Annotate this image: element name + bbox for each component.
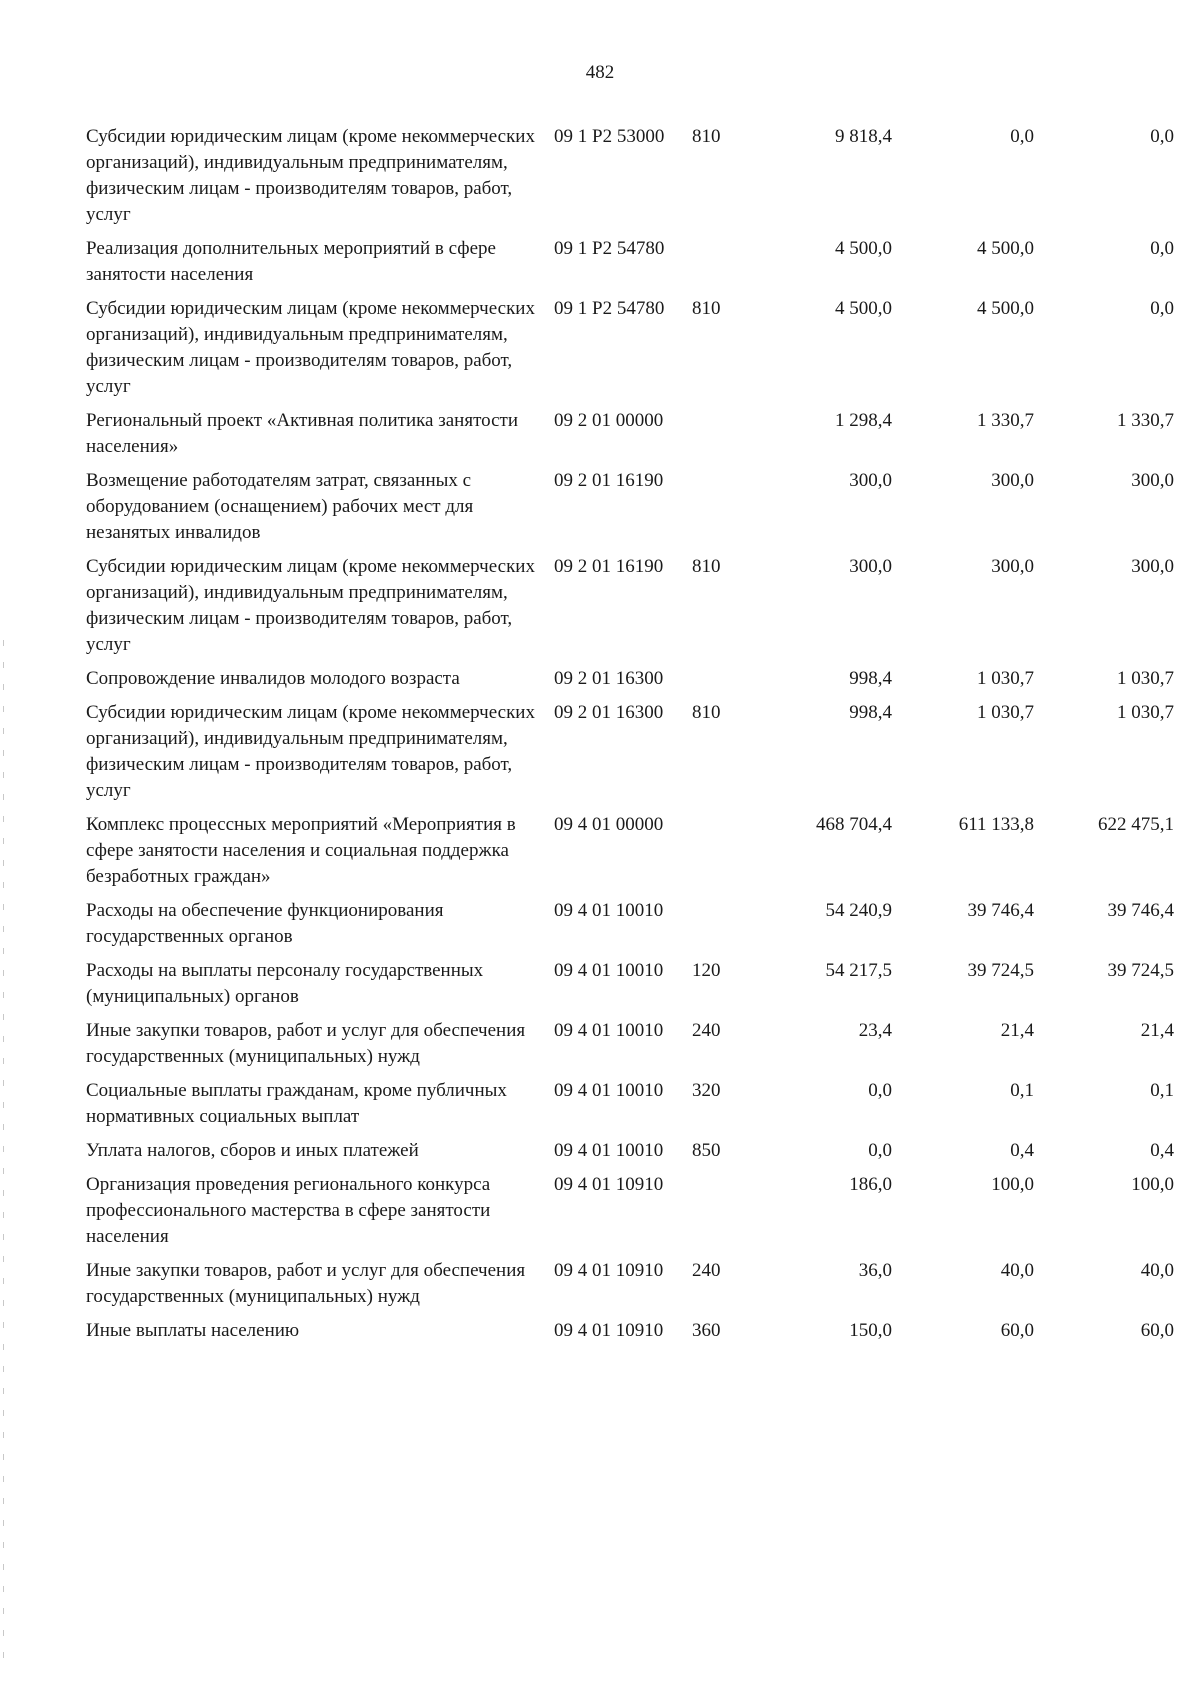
row-amount-year3: 39 746,4	[1107, 900, 1174, 921]
row-expense-type: 810	[692, 556, 721, 577]
row-amount-year1: 9 818,4	[835, 126, 892, 147]
table-row	[86, 1138, 1174, 1172]
table-row	[86, 236, 1174, 296]
row-code: 09 4 01 10010	[554, 960, 664, 981]
scan-edge-artifact	[3, 640, 4, 1660]
row-code: 09 4 01 10910	[554, 1320, 664, 1341]
table-row	[86, 1318, 1174, 1352]
row-code: 09 4 01 10010	[554, 1020, 664, 1041]
row-amount-year2: 0,0	[1010, 126, 1034, 147]
row-code: 09 2 01 16190	[554, 470, 664, 491]
row-amount-year3: 0,0	[1150, 238, 1174, 259]
row-name: Расходы на выплаты персоналу государственных (муниципальных) органов	[86, 960, 484, 1007]
table-row	[86, 124, 1174, 236]
row-amount-year3: 1 330,7	[1117, 410, 1174, 431]
row-expense-type	[692, 666, 744, 700]
row-amount-year2: 21,4	[1000, 1020, 1034, 1041]
row-amount-year1: 4 500,0	[835, 238, 892, 259]
row-amount-year1: 300,0	[849, 556, 892, 577]
row-name: Возмещение работодателям затрат, связанных с оборудованием (оснащением) рабочих мест для незанятых инвалидов	[86, 470, 474, 543]
row-expense-type: 240	[692, 1260, 721, 1281]
row-amount-year3: 21,4	[1140, 1020, 1174, 1041]
row-amount-year3: 622 475,1	[1098, 814, 1174, 835]
row-amount-year1: 998,4	[849, 668, 892, 689]
row-expense-type: 810	[692, 126, 721, 147]
table-row	[86, 408, 1174, 468]
row-amount-year2: 300,0	[991, 470, 1034, 491]
row-amount-year1: 998,4	[849, 702, 892, 723]
row-code: 09 4 01 10910	[554, 1260, 664, 1281]
row-amount-year2: 39 724,5	[967, 960, 1034, 981]
row-amount-year1: 0,0	[868, 1080, 892, 1101]
row-amount-year2: 611 133,8	[958, 814, 1034, 835]
row-code: 09 1 P2 54780	[554, 298, 665, 319]
table-row	[86, 1258, 1174, 1318]
table-row	[86, 1078, 1174, 1138]
row-name: Уплата налогов, сборов и иных платежей	[86, 1140, 419, 1161]
row-amount-year2: 4 500,0	[977, 298, 1034, 319]
row-amount-year3: 1 030,7	[1117, 702, 1174, 723]
row-amount-year3: 40,0	[1140, 1260, 1174, 1281]
row-name: Субсидии юридическим лицам (кроме некоммерческих организаций), индивидуальным предпринимателям, физическим лицам - производителям товаров, работ, услуг	[86, 126, 535, 225]
row-code: 09 2 01 16300	[554, 702, 664, 723]
table-row	[86, 700, 1174, 812]
row-code: 09 4 01 10910	[554, 1174, 664, 1195]
row-name: Сопровождение инвалидов молодого возраста	[86, 668, 460, 689]
row-amount-year1: 54 217,5	[825, 960, 892, 981]
table-row	[86, 898, 1174, 958]
row-amount-year3: 60,0	[1140, 1320, 1174, 1341]
row-amount-year2: 4 500,0	[977, 238, 1034, 259]
table-row	[86, 812, 1174, 898]
row-amount-year1: 0,0	[868, 1140, 892, 1161]
row-name: Иные закупки товаров, работ и услуг для обеспечения государственных (муниципальных) нужд	[86, 1260, 526, 1307]
row-name: Субсидии юридическим лицам (кроме некоммерческих организаций), индивидуальным предпринимателям, физическим лицам - производителям товаров, работ, услуг	[86, 556, 535, 655]
row-name: Субсидии юридическим лицам (кроме некоммерческих организаций), индивидуальным предпринимателям, физическим лицам - производителям товаров, работ, услуг	[86, 298, 535, 397]
row-name: Социальные выплаты гражданам, кроме публичных нормативных социальных выплат	[86, 1080, 507, 1127]
row-amount-year1: 23,4	[858, 1020, 892, 1041]
row-amount-year1: 4 500,0	[835, 298, 892, 319]
row-amount-year2: 1 330,7	[977, 410, 1034, 431]
row-expense-type: 850	[692, 1140, 721, 1161]
row-amount-year1: 186,0	[849, 1174, 892, 1195]
row-name: Комплекс процессных мероприятий «Мероприятия в сфере занятости населения и социальная поддержка безработных граждан»	[86, 814, 516, 887]
table-row	[86, 666, 1174, 700]
row-amount-year3: 0,1	[1150, 1080, 1174, 1101]
row-expense-type: 120	[692, 960, 721, 981]
table-row	[86, 296, 1174, 408]
row-code: 09 4 01 00000	[554, 814, 664, 835]
row-amount-year1: 150,0	[849, 1320, 892, 1341]
row-amount-year2: 0,1	[1010, 1080, 1034, 1101]
row-amount-year3: 300,0	[1131, 470, 1174, 491]
row-amount-year2: 1 030,7	[977, 668, 1034, 689]
table-row	[86, 554, 1174, 666]
row-amount-year3: 100,0	[1131, 1174, 1174, 1195]
row-name: Иные закупки товаров, работ и услуг для обеспечения государственных (муниципальных) нужд	[86, 1020, 526, 1067]
row-amount-year3: 1 030,7	[1117, 668, 1174, 689]
row-code: 09 4 01 10010	[554, 1140, 664, 1161]
row-expense-type	[692, 1172, 744, 1258]
row-code: 09 2 01 16300	[554, 668, 664, 689]
row-code: 09 2 01 00000	[554, 410, 664, 431]
row-amount-year2: 100,0	[991, 1174, 1034, 1195]
row-amount-year3: 0,0	[1150, 126, 1174, 147]
row-name: Субсидии юридическим лицам (кроме некоммерческих организаций), индивидуальным предпринимателям, физическим лицам - производителям товаров, работ, услуг	[86, 702, 535, 801]
row-amount-year3: 300,0	[1131, 556, 1174, 577]
row-amount-year2: 39 746,4	[967, 900, 1034, 921]
row-amount-year3: 0,4	[1150, 1140, 1174, 1161]
row-expense-type	[692, 408, 744, 468]
table-row	[86, 958, 1174, 1018]
budget-table	[86, 124, 1174, 1352]
table-row	[86, 468, 1174, 554]
table-row	[86, 1018, 1174, 1078]
row-amount-year1: 54 240,9	[825, 900, 892, 921]
row-expense-type	[692, 468, 744, 554]
row-amount-year2: 40,0	[1000, 1260, 1034, 1281]
row-amount-year1: 1 298,4	[835, 410, 892, 431]
row-amount-year2: 60,0	[1000, 1320, 1034, 1341]
row-amount-year1: 300,0	[849, 470, 892, 491]
row-expense-type	[692, 898, 744, 958]
page-number: 482	[585, 62, 615, 83]
row-expense-type: 360	[692, 1320, 721, 1341]
row-name: Иные выплаты населению	[86, 1320, 300, 1341]
row-amount-year3: 0,0	[1150, 298, 1174, 319]
row-expense-type: 240	[692, 1020, 721, 1041]
row-expense-type	[692, 236, 744, 296]
row-amount-year2: 300,0	[991, 556, 1034, 577]
row-expense-type: 810	[692, 298, 721, 319]
table-row	[86, 1172, 1174, 1258]
row-name: Расходы на обеспечение функционирования государственных органов	[86, 900, 444, 947]
row-code: 09 2 01 16190	[554, 556, 664, 577]
budget-table-body	[86, 124, 1174, 1352]
row-code: 09 1 P2 54780	[554, 238, 665, 259]
row-code: 09 1 P2 53000	[554, 126, 665, 147]
row-code: 09 4 01 10010	[554, 900, 664, 921]
row-amount-year2: 0,4	[1010, 1140, 1034, 1161]
row-amount-year2: 1 030,7	[977, 702, 1034, 723]
row-amount-year1: 468 704,4	[816, 814, 892, 835]
row-expense-type: 320	[692, 1080, 721, 1101]
row-expense-type: 810	[692, 702, 721, 723]
row-code: 09 4 01 10010	[554, 1080, 664, 1101]
row-amount-year3: 39 724,5	[1107, 960, 1174, 981]
row-name: Региональный проект «Активная политика занятости населения»	[86, 410, 519, 457]
row-expense-type	[692, 812, 744, 898]
row-name: Реализация дополнительных мероприятий в сфере занятости населения	[86, 238, 496, 285]
row-name: Организация проведения регионального конкурса профессионального мастерства в сфере занятости населения	[86, 1174, 491, 1247]
row-amount-year1: 36,0	[858, 1260, 892, 1281]
